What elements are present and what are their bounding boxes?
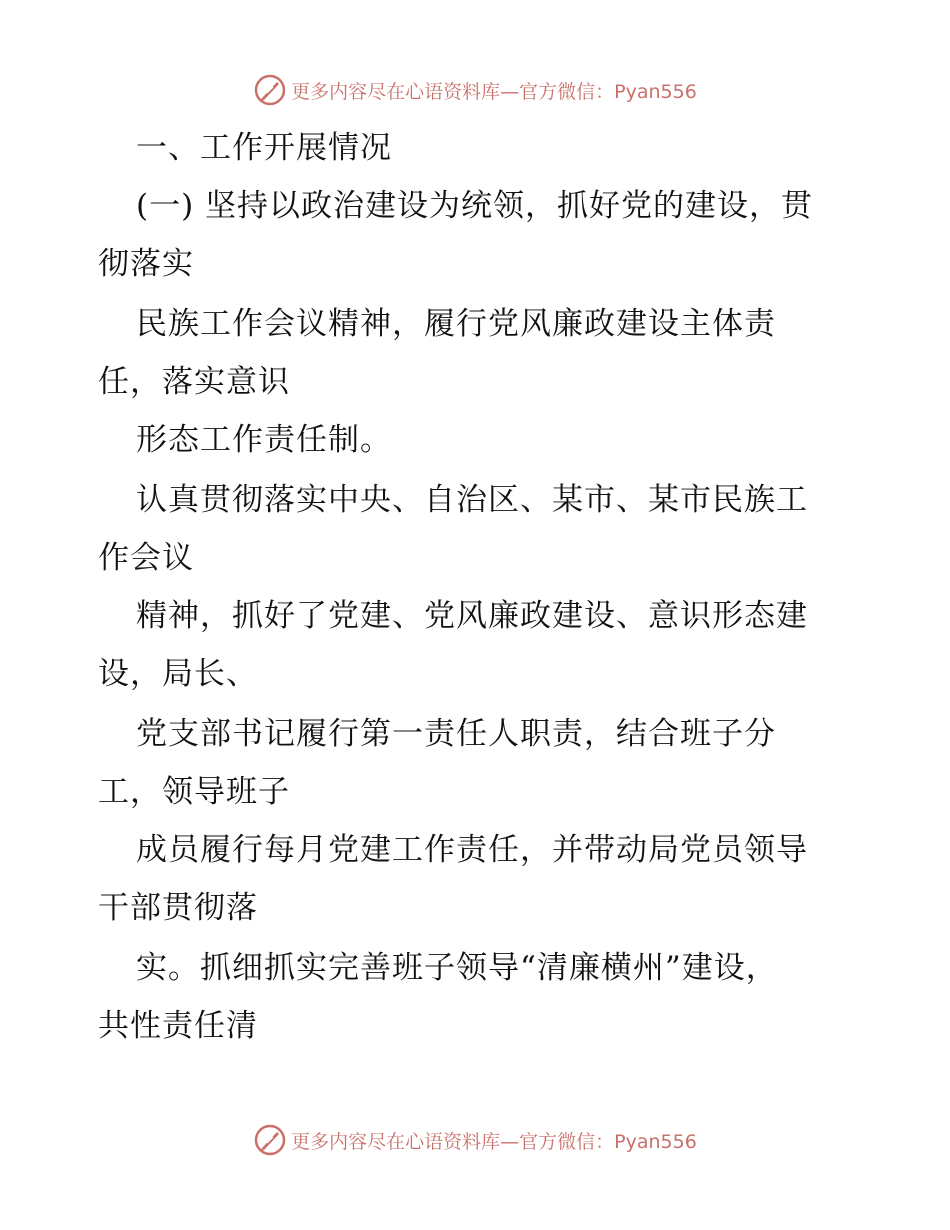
text-line: 成员履行每月党建工作责任，并带动局党员领导 xyxy=(136,832,808,868)
text-line: 工，领导班子 xyxy=(98,774,290,810)
quill-logo-icon xyxy=(253,1123,287,1157)
text-line: 任，落实意识 xyxy=(98,364,290,400)
footer-banner-text: 更多内容尽在心语资料库—官方微信：Pyan556 xyxy=(291,1130,697,1153)
text-line: 一、工作开展情况 xyxy=(136,130,392,166)
text-line: 党支部书记履行第一责任人职责，结合班子分 xyxy=(136,716,776,752)
text-line: 共性责任清 xyxy=(98,1008,258,1044)
header-banner-text: 更多内容尽在心语资料库—官方微信：Pyan556 xyxy=(291,80,697,103)
text-line: 认真贯彻落实中央、自治区、某市、某市民族工 xyxy=(136,482,808,518)
text-line: 彻落实 xyxy=(98,246,194,282)
text-line: 形态工作责任制。 xyxy=(136,422,392,458)
text-line: (一) 坚持以政治建设为统领，抓好党的建设，贯 xyxy=(136,188,814,224)
text-line: 实。抓细抓实完善班子领导“清廉横州”建设， xyxy=(136,950,778,986)
text-line: 精神，抓好了党建、党风廉政建设、意识形态建 xyxy=(136,598,808,634)
text-line: 干部贯彻落 xyxy=(98,890,258,926)
text-line: 作会议 xyxy=(98,540,194,576)
header-banner xyxy=(0,72,950,108)
quill-logo-icon xyxy=(253,73,287,107)
text-line: 设，局长、 xyxy=(98,656,258,692)
text-line: 民族工作会议精神，履行党风廉政建设主体责 xyxy=(136,306,776,342)
footer-banner xyxy=(0,1122,950,1158)
